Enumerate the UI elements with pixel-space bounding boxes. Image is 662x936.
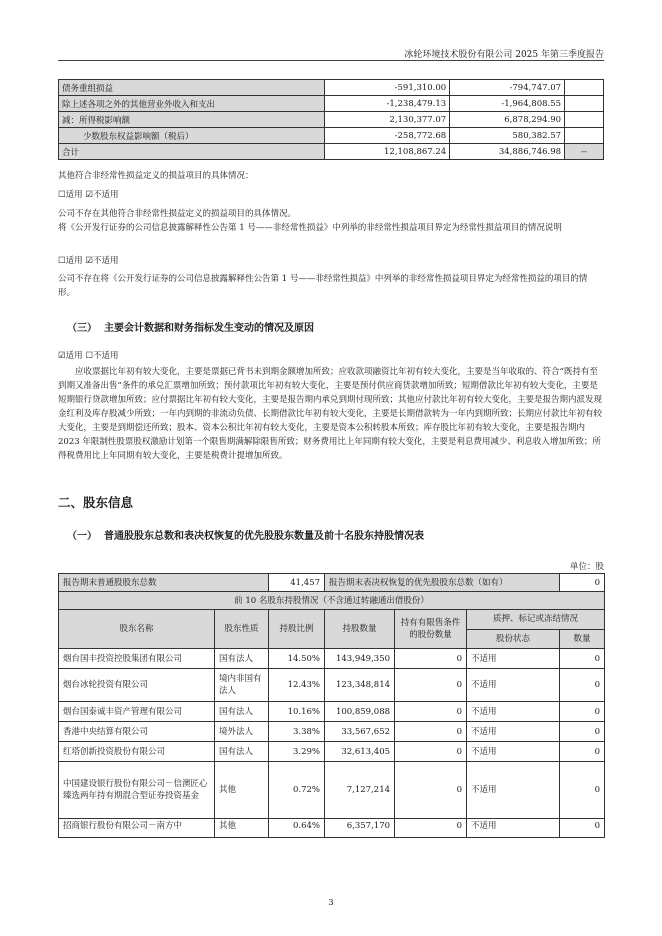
pledge-count: 0 bbox=[560, 702, 605, 722]
restricted-shares: 0 bbox=[395, 819, 467, 838]
report-header-title: 冰轮环境技术股份有限公司 2025 年第三季度报告 bbox=[404, 50, 604, 60]
ytd-value: 34,886,746.98 bbox=[450, 144, 565, 160]
col-shareholder-nature: 股东性质 bbox=[215, 610, 269, 649]
row-label: 合计 bbox=[59, 144, 325, 160]
pledge-count: 0 bbox=[560, 819, 605, 838]
row-label: 债务重组损益 bbox=[59, 80, 325, 96]
restricted-shares: 0 bbox=[395, 669, 467, 702]
table-row bbox=[59, 762, 605, 819]
shareholder-nature: 境内非国有法人 bbox=[215, 669, 269, 702]
shareholder-nature: 国有法人 bbox=[215, 742, 269, 762]
table-row bbox=[59, 649, 605, 669]
section-title: 主要会计数据和财务指标发生变动的情况及原因 bbox=[104, 323, 314, 334]
ytd-value: -1,964,808.55 bbox=[450, 96, 565, 112]
table-row bbox=[59, 702, 605, 722]
total-holders-label: 报告期末普通股股东总数 bbox=[59, 574, 269, 592]
header-row bbox=[59, 610, 605, 630]
ytd-value: 6,878,294.90 bbox=[450, 112, 565, 128]
col-shareholder-name: 股东名称 bbox=[59, 610, 215, 649]
preferred-holders-value: 0 bbox=[560, 574, 605, 592]
holding-ratio: 3.29% bbox=[269, 742, 325, 762]
holding-quantity: 123,348,814 bbox=[325, 669, 395, 702]
top10-title: 前 10 名股东持股情况（不含通过转融通出借股份） bbox=[59, 592, 605, 610]
table-row-total bbox=[59, 144, 604, 160]
top10-shareholders-table bbox=[58, 573, 605, 838]
pledge-count: 0 bbox=[560, 722, 605, 742]
share-status: 不适用 bbox=[467, 819, 560, 838]
shareholder-nature: 其他 bbox=[215, 762, 269, 819]
current-period-value: -258,772.68 bbox=[325, 128, 450, 144]
holding-ratio: 0.72% bbox=[269, 762, 325, 819]
restricted-shares: 0 bbox=[395, 742, 467, 762]
totals-row bbox=[59, 574, 605, 592]
reclassification-title: 将《公开发行证券的公司信息披露解释性公告第 1 号——非经常性损益》中列举的非经常性损益项目界定为经常性损益项目的情况说明 bbox=[58, 223, 562, 233]
share-status: 不适用 bbox=[467, 669, 560, 702]
pledge-count: 0 bbox=[560, 669, 605, 702]
table-row bbox=[59, 128, 604, 144]
col-restricted-shares: 持有有限售条件的股份数量 bbox=[395, 610, 467, 649]
other-items-label: 其他符合非经常性损益定义的损益项目的具体情况： bbox=[58, 171, 254, 181]
table-row bbox=[59, 669, 605, 702]
table-row bbox=[59, 112, 604, 128]
holding-ratio: 14.50% bbox=[269, 649, 325, 669]
share-status: 不适用 bbox=[467, 722, 560, 742]
holding-ratio: 3.38% bbox=[269, 722, 325, 742]
table-row bbox=[59, 96, 604, 112]
shareholder-name: 烟台国丰投资控股集团有限公司 bbox=[59, 649, 215, 669]
note-cell bbox=[565, 80, 604, 96]
top10-title-row bbox=[59, 592, 605, 610]
shareholder-nature: 国有法人 bbox=[215, 649, 269, 669]
shareholder-name: 招商银行股份有限公司－南方中 bbox=[59, 819, 215, 838]
shareholder-nature: 其他 bbox=[215, 819, 269, 838]
preferred-holders-label: 报告期末表决权恢复的优先股股东总数（如有） bbox=[325, 574, 560, 592]
table-row bbox=[59, 722, 605, 742]
current-period-value: -1,238,479.13 bbox=[325, 96, 450, 112]
shareholder-nature: 境外法人 bbox=[215, 722, 269, 742]
applicability-choice: ☐适用 ☑不适用 bbox=[58, 190, 119, 200]
pledge-count: 0 bbox=[560, 742, 605, 762]
table-row bbox=[59, 819, 605, 838]
shareholder-name: 烟台国泰诚丰资产管理有限公司 bbox=[59, 702, 215, 722]
col-share-status: 股份状态 bbox=[467, 629, 560, 649]
ytd-value: -794,747.07 bbox=[450, 80, 565, 96]
pledge-count: 0 bbox=[560, 762, 605, 819]
row-label: 减：所得税影响额 bbox=[59, 112, 325, 128]
restricted-shares: 0 bbox=[395, 762, 467, 819]
shareholder-name: 中国建设银行股份有限公司－信澳匠心臻选两年持有期混合型证券投资基金 bbox=[59, 762, 215, 819]
holding-quantity: 7,127,214 bbox=[325, 762, 395, 819]
changes-explanation: 应收票据比年初有较大变化，主要是票据已背书未到期金额增加所致；应收款项融资比年初有较大变化，主要是当年收取的、符合“既持有至到期又准备出售”条件的承兑汇票增加所致；预付款项比年初有较大变化，主要是预付供应商货款增加所致；短期借款比年初有较大变化，主要是短期银行贷款增加所致；应付票据比年初有较大变化，主要是报告期内承兑到期付现所致；其他应付款比年初有较大变化，主要是报告期内派发现金红利及库存股减少所致；一年内到期的非流动负债、长期借款比年初有较大变化，主要是长期借款转为一年内到期所致；长期应付款比年初有较大变化，主要是到期偿还所致；股本、资本公积比年初有较大变化，主要是资本公积转股本所致；库存股比年初有较大变化，主要是报告期内 2023 年限制性股票股权激励计划第一个限售期满解除限售所致；财务费用比上年同期有较大变化，主要是利息费用减少、利息收入增加所致；所得税费用比上年同期有较大变化，主要是税费计提增加所致。 bbox=[58, 367, 603, 461]
section-number: （一） bbox=[67, 531, 97, 542]
col-pledge-count: 数量 bbox=[560, 629, 605, 649]
shareholder-name: 烟台冰轮投资有限公司 bbox=[59, 669, 215, 702]
current-period-value: 2,130,377.07 bbox=[325, 112, 450, 128]
holding-ratio: 12.43% bbox=[269, 669, 325, 702]
shareholder-name: 红塔创新投资股份有限公司 bbox=[59, 742, 215, 762]
col-holding-ratio: 持股比例 bbox=[269, 610, 325, 649]
restricted-shares: 0 bbox=[395, 649, 467, 669]
note-cell bbox=[565, 128, 604, 144]
no-other-items-statement: 公司不存在其他符合非经常性损益定义的损益项目的具体情况。 bbox=[58, 209, 297, 219]
total-holders-value: 41,457 bbox=[269, 574, 325, 592]
holding-quantity: 33,567,652 bbox=[325, 722, 395, 742]
holding-quantity: 100,859,088 bbox=[325, 702, 395, 722]
col-pledge-group: 质押、标记或冻结情况 bbox=[467, 610, 605, 630]
row-label: 少数股东权益影响额（税后） bbox=[59, 128, 325, 144]
note-cell: -- bbox=[565, 144, 604, 160]
holding-quantity: 143,949,350 bbox=[325, 649, 395, 669]
note-cell bbox=[565, 96, 604, 112]
shareholder-name: 香港中央结算有限公司 bbox=[59, 722, 215, 742]
table-row bbox=[59, 80, 604, 96]
ytd-value: 580,382.57 bbox=[450, 128, 565, 144]
current-period-value: 12,108,867.24 bbox=[325, 144, 450, 160]
no-reclassification-statement: 公司不存在将《公开发行证券的公司信息披露解释性公告第 1 号——非经常性损益》中列举的非经常性损益项目界定为经常性损益的项目的情形。 bbox=[58, 274, 588, 298]
header-divider bbox=[58, 60, 604, 61]
non-recurring-gains-table bbox=[58, 79, 604, 160]
holding-quantity: 32,613,405 bbox=[325, 742, 395, 762]
applicability-choice: ☑适用 ☐不适用 bbox=[58, 351, 119, 361]
unit-label: 单位：股 bbox=[569, 562, 604, 572]
page-number: 3 bbox=[328, 898, 334, 908]
share-status: 不适用 bbox=[467, 649, 560, 669]
restricted-shares: 0 bbox=[395, 702, 467, 722]
section-title: 普通股股东总数和表决权恢复的优先股股东数量及前十名股东持股情况表 bbox=[104, 531, 424, 542]
share-status: 不适用 bbox=[467, 742, 560, 762]
current-period-value: -591,310.00 bbox=[325, 80, 450, 96]
restricted-shares: 0 bbox=[395, 722, 467, 742]
share-status: 不适用 bbox=[467, 762, 560, 819]
row-label: 除上述各项之外的其他营业外收入和支出 bbox=[59, 96, 325, 112]
share-status: 不适用 bbox=[467, 702, 560, 722]
section-number: （三） bbox=[67, 323, 97, 334]
pledge-count: 0 bbox=[560, 649, 605, 669]
note-cell bbox=[565, 112, 604, 128]
shareholder-nature: 国有法人 bbox=[215, 702, 269, 722]
shareholders-heading: 二、股东信息 bbox=[58, 495, 134, 510]
col-holding-quantity: 持股数量 bbox=[325, 610, 395, 649]
holding-ratio: 10.16% bbox=[269, 702, 325, 722]
table-row bbox=[59, 742, 605, 762]
applicability-choice: ☐适用 ☑不适用 bbox=[58, 256, 119, 266]
holding-quantity: 6,357,170 bbox=[325, 819, 395, 838]
holding-ratio: 0.64% bbox=[269, 819, 325, 838]
